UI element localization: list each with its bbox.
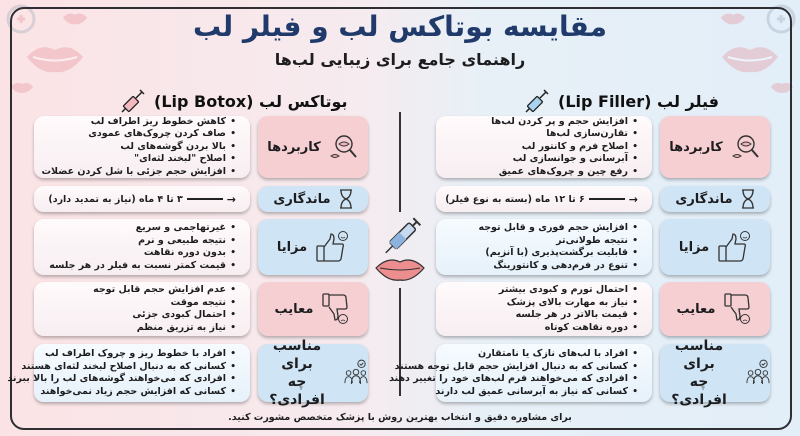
list-item: • قیمت بالاتر در هر جلسه: [444, 309, 638, 322]
filler-suitable-list: [389, 344, 652, 402]
list-item: • تقارن‌سازی لب‌ها: [444, 128, 638, 141]
label-line: مناسب برای: [272, 338, 322, 372]
filler-pros-label: [660, 219, 770, 275]
filler-duration-row: [436, 186, 770, 212]
thumbs-down-icon: [723, 292, 753, 326]
list-item: • کاهش خطوط ریز اطراف لب: [42, 116, 236, 129]
list-item: • رفع چین و چروک‌های عمیق: [444, 166, 638, 179]
botox-uses-list: [34, 116, 250, 178]
thumbs-down-icon: [321, 292, 351, 326]
label-text: مزایا: [678, 239, 710, 255]
list-item: • نتیجه طولانی‌تر: [444, 235, 638, 248]
thumbs-up-icon: [315, 230, 349, 264]
filler-suitable-label: [660, 338, 770, 408]
filler-cons-row: [436, 282, 770, 336]
arrow-line: [187, 198, 223, 200]
center-divider-top: [399, 112, 401, 212]
label-text: کاربردها: [669, 139, 723, 155]
list-item: • نتیجه طبیعی و نرم: [42, 235, 236, 248]
label-line: مناسب برای: [674, 338, 724, 372]
list-item: • نیاز به تزریق منظم: [42, 322, 236, 335]
thumbs-up-icon: [717, 230, 751, 264]
botox-heading: [118, 86, 348, 116]
list-item: • آبرسانی و جوانسازی لب: [444, 153, 638, 166]
filler-heading: [522, 86, 719, 116]
hourglass-icon: [339, 189, 353, 209]
list-item: • بالا بردن گوشه‌های لب: [42, 141, 236, 154]
list-item: • کسانی که نیاز به آبرسانی عمیق لب دارند: [444, 386, 638, 399]
list-item: • بدون دوره نقاهت: [42, 247, 236, 260]
filler-uses-label: [660, 116, 770, 178]
label-text: معایب: [274, 301, 314, 317]
arrow-line: [589, 198, 625, 200]
label-text: ماندگاری: [273, 191, 331, 207]
list-item: • غیرتهاجمی و سریع: [42, 222, 236, 235]
filler-duration-value: [436, 186, 652, 212]
botox-uses-row: [34, 116, 368, 178]
list-item: • افراد با لب‌های نازک یا نامتقارن: [444, 348, 638, 361]
label-text: [660, 337, 738, 409]
arrow-right-icon: →: [226, 192, 236, 206]
botox-cons-row: [34, 282, 368, 336]
botox-suitable-label: [258, 338, 368, 408]
list-item: • اصلاح فرم و کانتور لب: [444, 141, 638, 154]
label-text: ماندگاری: [675, 191, 733, 207]
label-text: مزایا: [276, 239, 308, 255]
footer-note: برای مشاوره دقیق و انتخاب بهترین روش با پزشک متخصص مشورت کنید.: [228, 412, 572, 423]
list-item: • افراد با خطوط ریز و چروک اطراف لب: [42, 348, 236, 361]
page-title: مقایسه بوتاکس لب و فیلر لب: [192, 10, 607, 43]
list-item: • صاف کردن چروک‌های عمودی: [42, 128, 236, 141]
list-item: • عدم افزایش حجم قابل توجه: [42, 284, 236, 297]
arrow-right-icon: →: [628, 192, 638, 206]
label-line: چه افرادی؟: [671, 374, 727, 408]
filler-pros-row: [436, 219, 770, 275]
list-item: • قابلیت برگشت‌پذیری (با آنزیم): [444, 247, 638, 260]
filler-pros-list: [436, 219, 652, 275]
botox-cons-list: [34, 282, 250, 336]
list-item: • دوره نقاهت کوتاه: [444, 322, 638, 335]
list-item: • کسانی که به دنبال اصلاح لبخند لثه‌ای هستند: [42, 361, 236, 374]
list-item: • تنوع در فرم‌دهی و کانتورینگ: [444, 260, 638, 273]
label-text: [258, 337, 336, 409]
list-item: • احتمال تورم و کبودی بیشتر: [444, 284, 638, 297]
people-check-icon: [746, 358, 770, 388]
page-subtitle: راهنمای جامع برای زیبایی لب‌ها: [274, 50, 526, 69]
botox-pros-row: [34, 219, 368, 275]
list-item: • افزایش حجم و پر کردن لب‌ها: [444, 116, 638, 129]
list-item: • قیمت کمتر نسبت به فیلر در هر جلسه: [42, 260, 236, 273]
syringe-blue-icon: [522, 86, 552, 116]
filler-suitable-row: [389, 338, 770, 408]
botox-duration-value: [34, 186, 250, 212]
list-item: • افرادی که می‌خواهند گوشه‌های لب را بالا ببرند: [42, 373, 236, 386]
botox-pros-label: [258, 219, 368, 275]
list-item: • کسانی که به دنبال افزایش حجم قابل توجه هستند: [444, 361, 638, 374]
botox-uses-label: [258, 116, 368, 178]
list-item: • نتیجه موقت: [42, 297, 236, 310]
list-item: • افزایش حجم فوری و قابل توجه: [444, 222, 638, 235]
botox-duration-label: [258, 186, 368, 212]
duration-text: ۳ تا ۴ ماه (نیاز به تمدید دارد): [48, 193, 183, 205]
filler-cons-label: [660, 282, 770, 336]
label-text: کاربردها: [267, 139, 321, 155]
botox-cons-label: [258, 282, 368, 336]
syringe-pink-icon: [118, 86, 148, 116]
label-line: چه افرادی؟: [269, 374, 325, 408]
duration-line: [42, 193, 236, 206]
syringe-lips-icon: [372, 216, 428, 282]
filler-heading-text: فیلر لب (Lip Filler): [558, 91, 720, 111]
list-item: • نیاز به مهارت بالای پزشک: [444, 297, 638, 310]
filler-cons-list: [436, 282, 652, 336]
list-item: • احتمال کبودی جزئی: [42, 309, 236, 322]
duration-text: ۶ تا ۱۲ ماه (بسته به نوع فیلر): [445, 193, 585, 205]
magnifier-lips-icon: [731, 133, 761, 161]
list-item: • اصلاح "لبخند لثه‌ای": [42, 153, 236, 166]
botox-duration-row: [34, 186, 368, 212]
botox-heading-text: بوتاکس لب (Lip Botox): [154, 91, 348, 111]
people-check-icon: [344, 358, 368, 388]
botox-suitable-row: [7, 338, 368, 408]
botox-suitable-list: [7, 344, 250, 402]
magnifier-lips-icon: [329, 133, 359, 161]
hourglass-icon: [741, 189, 755, 209]
label-text: معایب: [676, 301, 716, 317]
list-item: • کسانی که افزایش حجم زیاد نمی‌خواهند: [42, 386, 236, 399]
list-item: • افزایش حجم جزئی با شل کردن عضلات: [42, 166, 236, 179]
botox-pros-list: [34, 219, 250, 275]
filler-duration-label: [660, 186, 770, 212]
duration-line: [444, 193, 638, 206]
filler-uses-row: [436, 116, 770, 178]
list-item: • افرادی که می‌خواهند فرم لب‌های خود را تغییر دهند: [444, 373, 638, 386]
filler-uses-list: [436, 116, 652, 178]
